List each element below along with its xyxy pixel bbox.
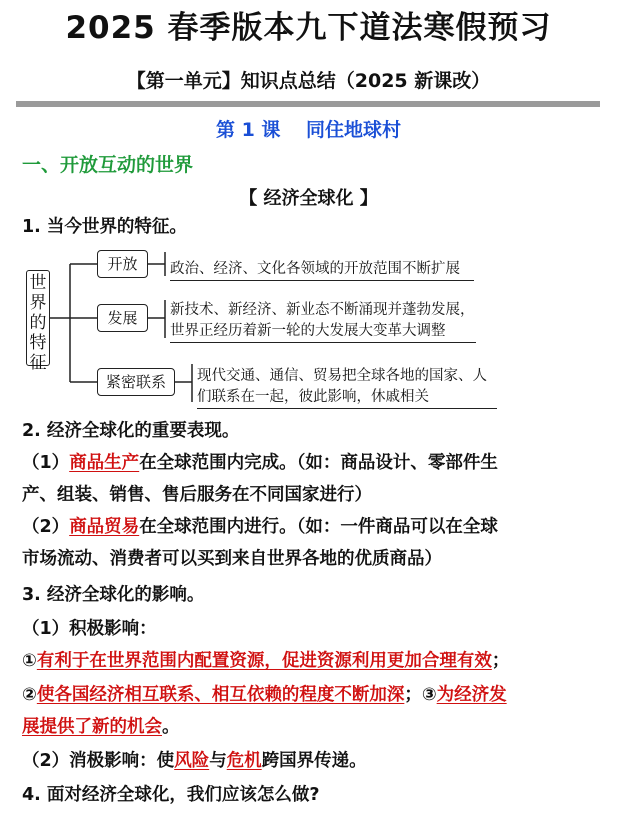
negative <box>22 746 367 776</box>
label: （1） <box>22 453 70 473</box>
section-heading: 一、开放互动的世界 <box>22 154 194 176</box>
keyword: 商品贸易 <box>69 517 140 537</box>
node-open: 开放 <box>97 250 148 278</box>
root-char: 界 <box>29 293 47 313</box>
mark: ① <box>22 651 37 671</box>
page-subtitle: 【第一单元】知识点总结（2025 新课改） <box>126 70 491 92</box>
topic-heading: 【 经济全球化 】 <box>239 188 378 209</box>
keyword: 有利于在世界范围内配置资源，促进资源利用更加合理有效 <box>36 651 492 671</box>
lesson-title: 第 1 课 同住地球村 <box>215 119 402 141</box>
diagram-root-box <box>26 270 50 373</box>
root-char: 征 <box>29 353 47 373</box>
question-1: 1. 当今世界的特征。 <box>22 217 187 237</box>
keyword: 风险 <box>174 751 210 771</box>
label: （2） <box>22 517 70 537</box>
root-char: 世 <box>29 273 47 293</box>
node-develop-text-1: 新技术、新经济、新业态不断涌现并蓬勃发展， <box>170 302 475 318</box>
question-4: 4. 面对经济全球化，我们应该怎么做? <box>22 785 320 805</box>
keyword: 危机 <box>226 751 262 771</box>
text: 在全球范围内进行。（如：一件商品可以在全球 <box>139 517 498 537</box>
text: 与 <box>209 751 227 771</box>
node-connect: 紧密联系 <box>97 368 175 396</box>
root-char: 的 <box>29 313 47 333</box>
question-3: 3. 经济全球化的影响。 <box>22 585 205 605</box>
text: 。 <box>162 717 180 737</box>
text: 在全球范围内完成。（如：商品设计、零部件生 <box>139 453 498 473</box>
positive-title: （1）积极影响： <box>22 619 157 639</box>
divider <box>16 101 600 107</box>
mark: ② <box>22 685 37 705</box>
node-develop: 发展 <box>97 304 148 332</box>
node-open-text: 政治、经济、文化各领域的开放范围不断扩展 <box>170 259 474 281</box>
question-2: 2. 经济全球化的重要表现。 <box>22 421 240 441</box>
page-title: 2025 春季版本九下道法寒假预习 <box>65 10 552 46</box>
node-connect-text-1: 现代交通、通信、贸易把全球各地的国家、人 <box>197 368 487 384</box>
positive-3 <box>22 712 180 742</box>
keyword: 商品生产 <box>69 453 140 473</box>
paragraph-1 <box>22 448 498 478</box>
text: ； <box>491 651 510 671</box>
text: ；③ <box>404 685 437 705</box>
keyword: 展提供了新的机会 <box>22 717 162 737</box>
text: （2）消极影响：使 <box>22 751 175 771</box>
keyword: 为经济发 <box>436 685 507 705</box>
paragraph-2-cont: 市场流动、消费者可以买到来自世界各地的优质商品） <box>22 549 442 569</box>
root-char: 特 <box>29 333 47 353</box>
paragraph-2 <box>22 512 498 542</box>
positive-2 <box>22 680 507 710</box>
keyword: 使各国经济相互联系、相互依赖的程度不断加深 <box>36 685 405 705</box>
text: 跨国界传递。 <box>261 751 367 771</box>
paragraph-1-cont: 产、组装、销售、售后服务在不同国家进行） <box>22 485 372 505</box>
positive-1 <box>22 646 509 676</box>
node-develop-text-2: 世界正经历着新一轮的大发展大变革大调整 <box>170 321 476 343</box>
node-connect-text-2: 们联系在一起，彼此影响，休戚相关 <box>197 387 497 409</box>
